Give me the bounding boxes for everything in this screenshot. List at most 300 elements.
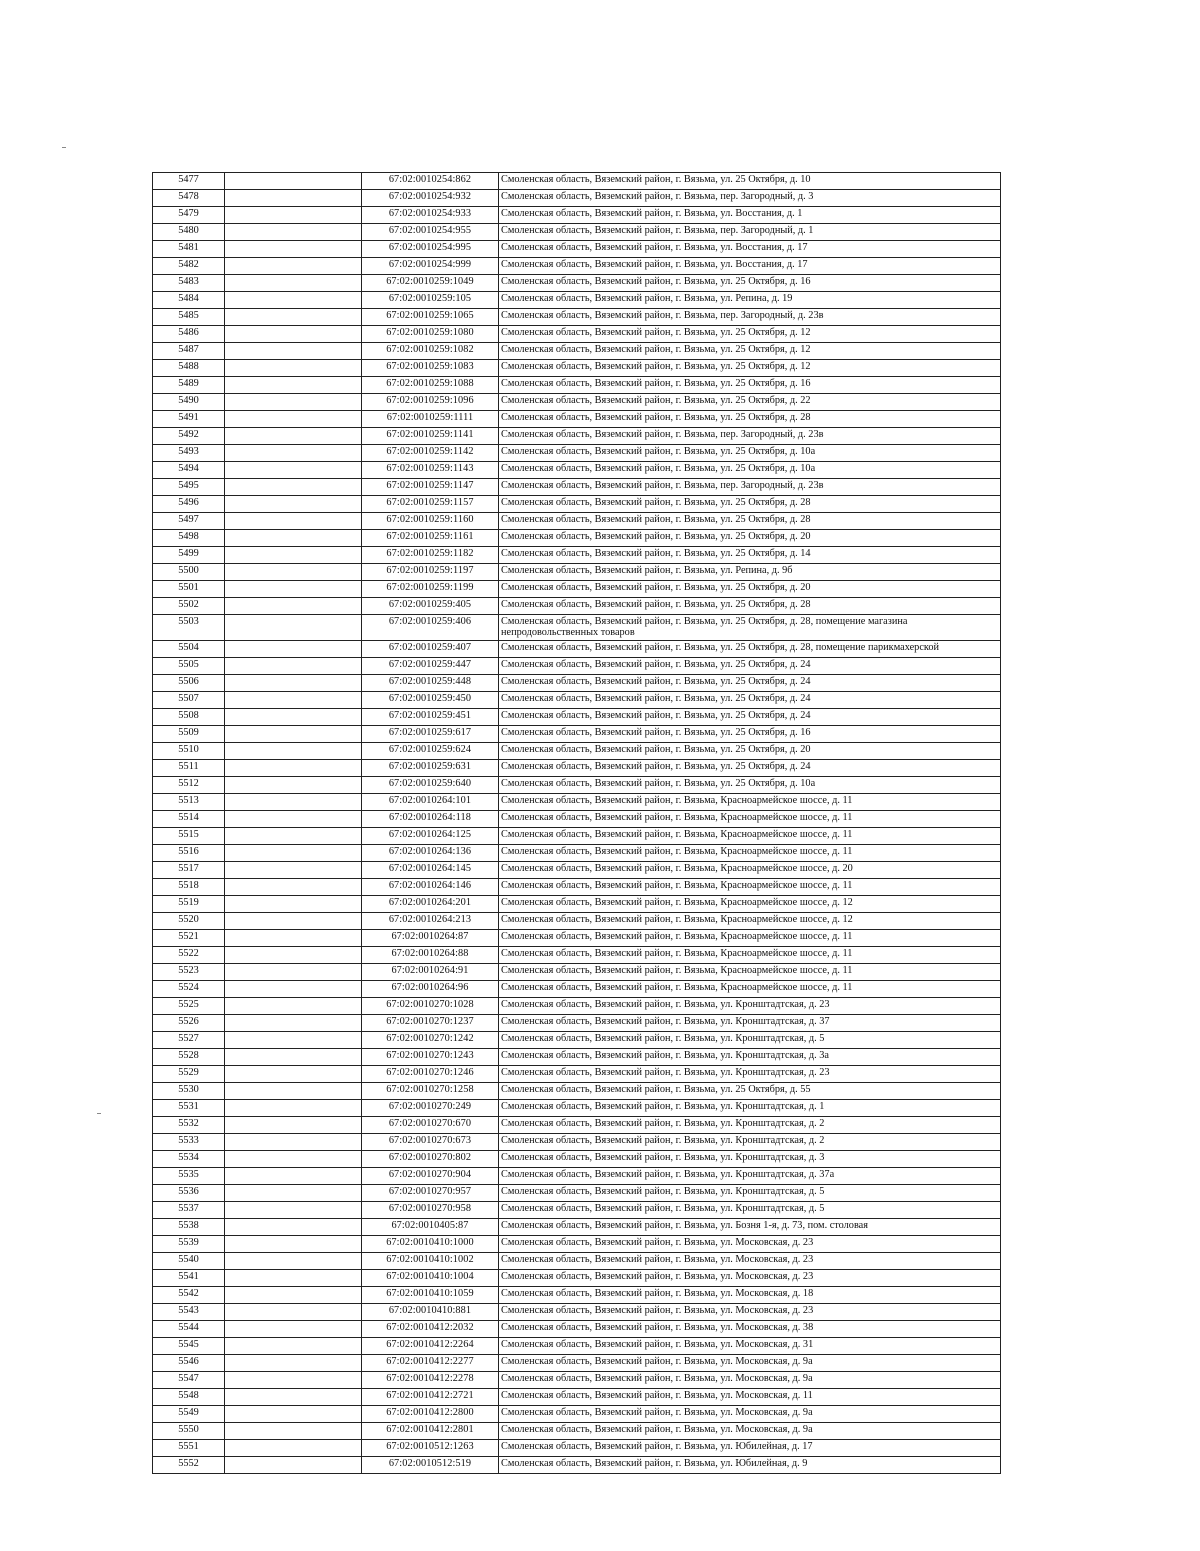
- cadastral-number: 67:02:0010270:957: [362, 1185, 499, 1202]
- table-row: [153, 445, 1001, 462]
- table-row: [153, 1032, 1001, 1049]
- address: Смоленская область, Вяземский район, г. Вязьма, ул. Восстания, д. 17: [499, 258, 1001, 275]
- table-row: [153, 1440, 1001, 1457]
- blank-cell: [225, 462, 362, 479]
- row-number: 5514: [153, 811, 225, 828]
- cadastral-number: 67:02:0010259:1142: [362, 445, 499, 462]
- address: Смоленская область, Вяземский район, г. Вязьма, Красноармейское шоссе, д. 11: [499, 828, 1001, 845]
- cadastral-number: 67:02:0010259:1088: [362, 377, 499, 394]
- address: Смоленская область, Вяземский район, г. Вязьма, Красноармейское шоссе, д. 20: [499, 862, 1001, 879]
- address: Смоленская область, Вяземский район, г. Вязьма, ул. 25 Октября, д. 10а: [499, 777, 1001, 794]
- table-row: [153, 947, 1001, 964]
- blank-cell: [225, 530, 362, 547]
- blank-cell: [225, 930, 362, 947]
- row-number: 5508: [153, 709, 225, 726]
- table-row: [153, 411, 1001, 428]
- table-row: [153, 794, 1001, 811]
- row-number: 5527: [153, 1032, 225, 1049]
- address: Смоленская область, Вяземский район, г. Вязьма, ул. Кронштадтская, д. 23: [499, 1066, 1001, 1083]
- row-number: 5490: [153, 394, 225, 411]
- row-number: 5506: [153, 675, 225, 692]
- row-number: 5478: [153, 190, 225, 207]
- table-row: [153, 343, 1001, 360]
- row-number: 5537: [153, 1202, 225, 1219]
- table-row: [153, 207, 1001, 224]
- blank-cell: [225, 998, 362, 1015]
- cadastral-number: 67:02:0010264:146: [362, 879, 499, 896]
- row-number: 5550: [153, 1423, 225, 1440]
- cadastral-number: 67:02:0010264:125: [362, 828, 499, 845]
- table-row: [153, 1083, 1001, 1100]
- row-number: 5521: [153, 930, 225, 947]
- blank-cell: [225, 1389, 362, 1406]
- address: Смоленская область, Вяземский район, г. Вязьма, ул. Восстания, д. 1: [499, 207, 1001, 224]
- cadastral-number: 67:02:0010254:995: [362, 241, 499, 258]
- cadastral-number: 67:02:0010259:1160: [362, 513, 499, 530]
- row-number: 5543: [153, 1304, 225, 1321]
- cadastral-number: 67:02:0010410:1004: [362, 1270, 499, 1287]
- address: Смоленская область, Вяземский район, г. Вязьма, ул. Кронштадтская, д. 5: [499, 1202, 1001, 1219]
- blank-cell: [225, 1253, 362, 1270]
- blank-cell: [225, 428, 362, 445]
- address: Смоленская область, Вяземский район, г. Вязьма, ул. 25 Октября, д. 28: [499, 496, 1001, 513]
- table-row: [153, 760, 1001, 777]
- address: Смоленская область, Вяземский район, г. Вязьма, пер. Загородный, д. 23в: [499, 428, 1001, 445]
- cadastral-number: 67:02:0010259:1143: [362, 462, 499, 479]
- table-row: [153, 1355, 1001, 1372]
- table-row: [153, 598, 1001, 615]
- table-row: [153, 1202, 1001, 1219]
- blank-cell: [225, 1032, 362, 1049]
- table-row: [153, 658, 1001, 675]
- address: Смоленская область, Вяземский район, г. Вязьма, Красноармейское шоссе, д. 11: [499, 930, 1001, 947]
- cadastral-number: 67:02:0010259:450: [362, 692, 499, 709]
- cadastral-number: 67:02:0010259:1049: [362, 275, 499, 292]
- row-number: 5551: [153, 1440, 225, 1457]
- table-row: [153, 811, 1001, 828]
- row-number: 5507: [153, 692, 225, 709]
- row-number: 5500: [153, 564, 225, 581]
- row-number: 5510: [153, 743, 225, 760]
- table-row: [153, 1287, 1001, 1304]
- cadastral-number: 67:02:0010254:933: [362, 207, 499, 224]
- cadastral-number: 67:02:0010254:862: [362, 173, 499, 190]
- table-row: [153, 1253, 1001, 1270]
- blank-cell: [225, 777, 362, 794]
- cadastral-number: 67:02:0010259:1096: [362, 394, 499, 411]
- table-row: [153, 1219, 1001, 1236]
- cadastral-number: 67:02:0010270:1028: [362, 998, 499, 1015]
- blank-cell: [225, 241, 362, 258]
- table-row: [153, 241, 1001, 258]
- address: Смоленская область, Вяземский район, г. Вязьма, ул. Московская, д. 38: [499, 1321, 1001, 1338]
- address: Смоленская область, Вяземский район, г. Вязьма, ул. 25 Октября, д. 24: [499, 658, 1001, 675]
- table-row: [153, 530, 1001, 547]
- blank-cell: [225, 496, 362, 513]
- address: Смоленская область, Вяземский район, г. Вязьма, ул. Кронштадтская, д. 3а: [499, 1049, 1001, 1066]
- row-number: 5540: [153, 1253, 225, 1270]
- property-table-body: [153, 173, 1001, 1474]
- blank-cell: [225, 1270, 362, 1287]
- cadastral-number: 67:02:0010264:91: [362, 964, 499, 981]
- blank-cell: [225, 726, 362, 743]
- cadastral-number: 67:02:0010259:1197: [362, 564, 499, 581]
- scan-speck: [97, 1113, 101, 1114]
- table-row: [153, 326, 1001, 343]
- blank-cell: [225, 913, 362, 930]
- address: Смоленская область, Вяземский район, г. Вязьма, ул. Кронштадтская, д. 23: [499, 998, 1001, 1015]
- row-number: 5499: [153, 547, 225, 564]
- address: Смоленская область, Вяземский район, г. Вязьма, ул. 25 Октября, д. 10: [499, 173, 1001, 190]
- address: Смоленская область, Вяземский район, г. Вязьма, ул. 25 Октября, д. 20: [499, 530, 1001, 547]
- table-row: [153, 845, 1001, 862]
- address: Смоленская область, Вяземский район, г. Вязьма, Красноармейское шоссе, д. 12: [499, 896, 1001, 913]
- cadastral-number: 67:02:0010259:631: [362, 760, 499, 777]
- table-row: [153, 726, 1001, 743]
- cadastral-number: 67:02:0010264:101: [362, 794, 499, 811]
- cadastral-number: 67:02:0010259:1141: [362, 428, 499, 445]
- table-row: [153, 1117, 1001, 1134]
- address: Смоленская область, Вяземский район, г. Вязьма, Красноармейское шоссе, д. 11: [499, 794, 1001, 811]
- table-row: [153, 547, 1001, 564]
- cadastral-number: 67:02:0010259:1111: [362, 411, 499, 428]
- row-number: 5533: [153, 1134, 225, 1151]
- table-row: [153, 309, 1001, 326]
- table-row: [153, 581, 1001, 598]
- table-row: [153, 1372, 1001, 1389]
- row-number: 5501: [153, 581, 225, 598]
- blank-cell: [225, 981, 362, 998]
- table-row: [153, 998, 1001, 1015]
- cadastral-number: 67:02:0010259:1065: [362, 309, 499, 326]
- property-table: [152, 172, 1001, 1474]
- row-number: 5480: [153, 224, 225, 241]
- cadastral-number: 67:02:0010264:87: [362, 930, 499, 947]
- row-number: 5491: [153, 411, 225, 428]
- table-row: [153, 1185, 1001, 1202]
- row-number: 5504: [153, 641, 225, 658]
- table-row: [153, 709, 1001, 726]
- address: Смоленская область, Вяземский район, г. Вязьма, ул. Кронштадтская, д. 2: [499, 1134, 1001, 1151]
- table-row: [153, 981, 1001, 998]
- address: Смоленская область, Вяземский район, г. Вязьма, ул. Московская, д. 23: [499, 1236, 1001, 1253]
- blank-cell: [225, 394, 362, 411]
- table-row: [153, 394, 1001, 411]
- row-number: 5503: [153, 615, 225, 641]
- cadastral-number: 67:02:0010264:118: [362, 811, 499, 828]
- cadastral-number: 67:02:0010412:2801: [362, 1423, 499, 1440]
- blank-cell: [225, 947, 362, 964]
- blank-cell: [225, 1457, 362, 1474]
- address: Смоленская область, Вяземский район, г. Вязьма, ул. Кронштадтская, д. 3: [499, 1151, 1001, 1168]
- blank-cell: [225, 292, 362, 309]
- blank-cell: [225, 811, 362, 828]
- blank-cell: [225, 360, 362, 377]
- address: Смоленская область, Вяземский район, г. Вязьма, Красноармейское шоссе, д. 11: [499, 981, 1001, 998]
- row-number: 5532: [153, 1117, 225, 1134]
- table-row: [153, 1015, 1001, 1032]
- cadastral-number: 67:02:0010259:406: [362, 615, 499, 641]
- blank-cell: [225, 743, 362, 760]
- address: Смоленская область, Вяземский район, г. Вязьма, ул. Московская, д. 9а: [499, 1406, 1001, 1423]
- address: Смоленская область, Вяземский район, г. Вязьма, ул. Московская, д. 18: [499, 1287, 1001, 1304]
- address: Смоленская область, Вяземский район, г. Вязьма, ул. Репина, д. 19: [499, 292, 1001, 309]
- address: Смоленская область, Вяземский район, г. Вязьма, ул. Кронштадтская, д. 2: [499, 1117, 1001, 1134]
- blank-cell: [225, 581, 362, 598]
- address: Смоленская область, Вяземский район, г. Вязьма, ул. Московская, д. 23: [499, 1253, 1001, 1270]
- cadastral-number: 67:02:0010259:1161: [362, 530, 499, 547]
- address: Смоленская область, Вяземский район, г. Вязьма, ул. Юбилейная, д. 9: [499, 1457, 1001, 1474]
- blank-cell: [225, 513, 362, 530]
- address: Смоленская область, Вяземский район, г. Вязьма, ул. Московская, д. 9а: [499, 1355, 1001, 1372]
- cadastral-number: 67:02:0010405:87: [362, 1219, 499, 1236]
- row-number: 5526: [153, 1015, 225, 1032]
- row-number: 5546: [153, 1355, 225, 1372]
- row-number: 5534: [153, 1151, 225, 1168]
- cadastral-number: 67:02:0010259:1157: [362, 496, 499, 513]
- table-row: [153, 896, 1001, 913]
- blank-cell: [225, 377, 362, 394]
- row-number: 5513: [153, 794, 225, 811]
- address: Смоленская область, Вяземский район, г. Вязьма, ул. Кронштадтская, д. 5: [499, 1185, 1001, 1202]
- blank-cell: [225, 1168, 362, 1185]
- address: Смоленская область, Вяземский район, г. Вязьма, ул. 25 Октября, д. 24: [499, 709, 1001, 726]
- table-row: [153, 743, 1001, 760]
- address: Смоленская область, Вяземский район, г. Вязьма, ул. Юбилейная, д. 17: [499, 1440, 1001, 1457]
- row-number: 5530: [153, 1083, 225, 1100]
- blank-cell: [225, 1117, 362, 1134]
- table-row: [153, 913, 1001, 930]
- row-number: 5489: [153, 377, 225, 394]
- cadastral-number: 67:02:0010259:1082: [362, 343, 499, 360]
- table-row: [153, 360, 1001, 377]
- blank-cell: [225, 641, 362, 658]
- table-row: [153, 479, 1001, 496]
- blank-cell: [225, 1202, 362, 1219]
- cadastral-number: 67:02:0010410:1000: [362, 1236, 499, 1253]
- table-row: [153, 224, 1001, 241]
- table-row: [153, 641, 1001, 658]
- cadastral-number: 67:02:0010264:96: [362, 981, 499, 998]
- cadastral-number: 67:02:0010270:249: [362, 1100, 499, 1117]
- row-number: 5536: [153, 1185, 225, 1202]
- blank-cell: [225, 343, 362, 360]
- blank-cell: [225, 658, 362, 675]
- table-row: [153, 1236, 1001, 1253]
- cadastral-number: 67:02:0010259:1182: [362, 547, 499, 564]
- address: Смоленская область, Вяземский район, г. Вязьма, ул. 25 Октября, д. 16: [499, 275, 1001, 292]
- row-number: 5509: [153, 726, 225, 743]
- table-row: [153, 258, 1001, 275]
- address: Смоленская область, Вяземский район, г. Вязьма, ул. Кронштадтская, д. 5: [499, 1032, 1001, 1049]
- blank-cell: [225, 1083, 362, 1100]
- blank-cell: [225, 709, 362, 726]
- table-row: [153, 1389, 1001, 1406]
- table-row: [153, 428, 1001, 445]
- cadastral-number: 67:02:0010270:802: [362, 1151, 499, 1168]
- row-number: 5512: [153, 777, 225, 794]
- row-number: 5541: [153, 1270, 225, 1287]
- cadastral-number: 67:02:0010270:1242: [362, 1032, 499, 1049]
- table-row: [153, 1066, 1001, 1083]
- address: Смоленская область, Вяземский район, г. Вязьма, ул. 25 Октября, д. 10а: [499, 462, 1001, 479]
- address: Смоленская область, Вяземский район, г. Вязьма, Красноармейское шоссе, д. 11: [499, 964, 1001, 981]
- blank-cell: [225, 258, 362, 275]
- blank-cell: [225, 1287, 362, 1304]
- cadastral-number: 67:02:0010270:904: [362, 1168, 499, 1185]
- table-row: [153, 675, 1001, 692]
- table-row: [153, 173, 1001, 190]
- address: Смоленская область, Вяземский район, г. Вязьма, ул. 25 Октября, д. 20: [499, 743, 1001, 760]
- cadastral-number: 67:02:0010254:999: [362, 258, 499, 275]
- cadastral-number: 67:02:0010264:201: [362, 896, 499, 913]
- blank-cell: [225, 879, 362, 896]
- cadastral-number: 67:02:0010264:145: [362, 862, 499, 879]
- row-number: 5525: [153, 998, 225, 1015]
- address: Смоленская область, Вяземский район, г. Вязьма, ул. Московская, д. 23: [499, 1304, 1001, 1321]
- cadastral-number: 67:02:0010259:405: [362, 598, 499, 615]
- address: Смоленская область, Вяземский район, г. Вязьма, ул. 25 Октября, д. 55: [499, 1083, 1001, 1100]
- address: Смоленская область, Вяземский район, г. Вязьма, ул. 25 Октября, д. 16: [499, 377, 1001, 394]
- address: Смоленская область, Вяземский район, г. Вязьма, Красноармейское шоссе, д. 11: [499, 947, 1001, 964]
- blank-cell: [225, 309, 362, 326]
- address: Смоленская область, Вяземский район, г. Вязьма, ул. 25 Октября, д. 14: [499, 547, 1001, 564]
- cadastral-number: 67:02:0010264:213: [362, 913, 499, 930]
- blank-cell: [225, 692, 362, 709]
- row-number: 5545: [153, 1338, 225, 1355]
- address: Смоленская область, Вяземский район, г. Вязьма, ул. Московская, д. 11: [499, 1389, 1001, 1406]
- row-number: 5498: [153, 530, 225, 547]
- blank-cell: [225, 207, 362, 224]
- address: Смоленская область, Вяземский район, г. Вязьма, ул. 25 Октября, д. 22: [499, 394, 1001, 411]
- row-number: 5479: [153, 207, 225, 224]
- address: Смоленская область, Вяземский район, г. Вязьма, ул. 25 Октября, д. 20: [499, 581, 1001, 598]
- cadastral-number: 67:02:0010254:955: [362, 224, 499, 241]
- row-number: 5477: [153, 173, 225, 190]
- blank-cell: [225, 326, 362, 343]
- address: Смоленская область, Вяземский район, г. Вязьма, ул. 25 Октября, д. 24: [499, 675, 1001, 692]
- cadastral-number: 67:02:0010412:2277: [362, 1355, 499, 1372]
- row-number: 5522: [153, 947, 225, 964]
- row-number: 5523: [153, 964, 225, 981]
- blank-cell: [225, 173, 362, 190]
- table-row: [153, 496, 1001, 513]
- blank-cell: [225, 1049, 362, 1066]
- table-row: [153, 930, 1001, 947]
- cadastral-number: 67:02:0010259:448: [362, 675, 499, 692]
- address: Смоленская область, Вяземский район, г. Вязьма, ул. 25 Октября, д. 12: [499, 360, 1001, 377]
- row-number: 5531: [153, 1100, 225, 1117]
- address: Смоленская область, Вяземский район, г. Вязьма, Красноармейское шоссе, д. 11: [499, 845, 1001, 862]
- cadastral-number: 67:02:0010270:1246: [362, 1066, 499, 1083]
- cadastral-number: 67:02:0010259:1199: [362, 581, 499, 598]
- blank-cell: [225, 862, 362, 879]
- address: Смоленская область, Вяземский район, г. Вязьма, ул. 25 Октября, д. 28, помещение магазина непродовольственных товаров: [499, 615, 1001, 641]
- blank-cell: [225, 615, 362, 641]
- cadastral-number: 67:02:0010259:624: [362, 743, 499, 760]
- blank-cell: [225, 445, 362, 462]
- cadastral-number: 67:02:0010259:1080: [362, 326, 499, 343]
- blank-cell: [225, 964, 362, 981]
- cadastral-number: 67:02:0010270:1237: [362, 1015, 499, 1032]
- row-number: 5481: [153, 241, 225, 258]
- row-number: 5502: [153, 598, 225, 615]
- blank-cell: [225, 1015, 362, 1032]
- cadastral-number: 67:02:0010270:1258: [362, 1083, 499, 1100]
- blank-cell: [225, 547, 362, 564]
- address: Смоленская область, Вяземский район, г. Вязьма, пер. Загородный, д. 23в: [499, 479, 1001, 496]
- cadastral-number: 67:02:0010259:105: [362, 292, 499, 309]
- cadastral-number: 67:02:0010270:670: [362, 1117, 499, 1134]
- row-number: 5492: [153, 428, 225, 445]
- table-row: [153, 828, 1001, 845]
- table-row: [153, 275, 1001, 292]
- cadastral-number: 67:02:0010270:958: [362, 1202, 499, 1219]
- blank-cell: [225, 190, 362, 207]
- table-row: [153, 1423, 1001, 1440]
- row-number: 5511: [153, 760, 225, 777]
- row-number: 5538: [153, 1219, 225, 1236]
- address: Смоленская область, Вяземский район, г. Вязьма, ул. Московская, д. 9а: [499, 1372, 1001, 1389]
- row-number: 5484: [153, 292, 225, 309]
- blank-cell: [225, 479, 362, 496]
- row-number: 5547: [153, 1372, 225, 1389]
- blank-cell: [225, 275, 362, 292]
- table-row: [153, 564, 1001, 581]
- table-row: [153, 1338, 1001, 1355]
- address: Смоленская область, Вяземский район, г. Вязьма, Красноармейское шоссе, д. 11: [499, 811, 1001, 828]
- row-number: 5486: [153, 326, 225, 343]
- address: Смоленская область, Вяземский район, г. Вязьма, ул. Кронштадтская, д. 1: [499, 1100, 1001, 1117]
- blank-cell: [225, 896, 362, 913]
- address: Смоленская область, Вяземский район, г. Вязьма, ул. Кронштадтская, д. 37: [499, 1015, 1001, 1032]
- cadastral-number: 67:02:0010264:136: [362, 845, 499, 862]
- table-row: [153, 1304, 1001, 1321]
- address: Смоленская область, Вяземский район, г. Вязьма, ул. Репина, д. 9б: [499, 564, 1001, 581]
- row-number: 5485: [153, 309, 225, 326]
- blank-cell: [225, 794, 362, 811]
- blank-cell: [225, 411, 362, 428]
- row-number: 5539: [153, 1236, 225, 1253]
- blank-cell: [225, 675, 362, 692]
- row-number: 5544: [153, 1321, 225, 1338]
- table-row: [153, 1100, 1001, 1117]
- row-number: 5495: [153, 479, 225, 496]
- row-number: 5515: [153, 828, 225, 845]
- row-number: 5488: [153, 360, 225, 377]
- row-number: 5483: [153, 275, 225, 292]
- address: Смоленская область, Вяземский район, г. Вязьма, ул. Восстания, д. 17: [499, 241, 1001, 258]
- blank-cell: [225, 1100, 362, 1117]
- row-number: 5528: [153, 1049, 225, 1066]
- table-row: [153, 879, 1001, 896]
- blank-cell: [225, 760, 362, 777]
- table-row: [153, 1151, 1001, 1168]
- blank-cell: [225, 1236, 362, 1253]
- blank-cell: [225, 1406, 362, 1423]
- row-number: 5529: [153, 1066, 225, 1083]
- blank-cell: [225, 564, 362, 581]
- table-row: [153, 1049, 1001, 1066]
- table-row: [153, 462, 1001, 479]
- table-row: [153, 777, 1001, 794]
- cadastral-number: 67:02:0010412:2264: [362, 1338, 499, 1355]
- cadastral-number: 67:02:0010259:617: [362, 726, 499, 743]
- cadastral-number: 67:02:0010264:88: [362, 947, 499, 964]
- row-number: 5516: [153, 845, 225, 862]
- row-number: 5505: [153, 658, 225, 675]
- blank-cell: [225, 845, 362, 862]
